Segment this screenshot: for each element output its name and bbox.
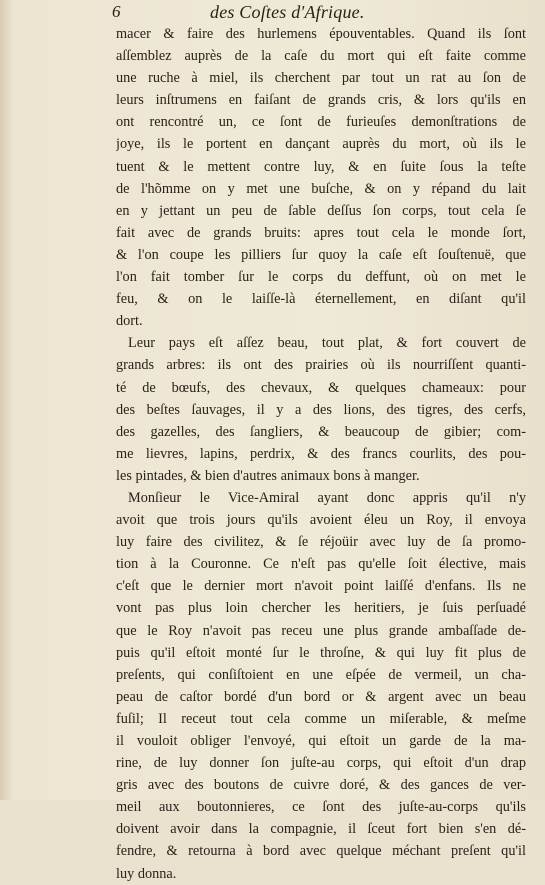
text-line: preſents, qui conſiſtoient en une eſpée de vermeil, un cha- <box>116 666 526 683</box>
text-line: il vouloit obliger l'envoyé, qui eſtoit un garde de la ma- <box>116 733 526 749</box>
text-line: des gazelles, des ſangliers, & beaucoup de gibier; com- <box>116 423 526 440</box>
text-line: c'eſt que le dernier mort n'avoit point laiſſé d'enfans. Ils ne <box>116 578 526 595</box>
text-line: Monſieur le Vice-Amiral ayant donc appris qu'il n'y <box>128 489 526 506</box>
paragraph <box>116 332 526 487</box>
text-line: avoit que trois jours qu'ils avoient éleu un Roy, il envoya <box>116 512 526 529</box>
running-title: des Coſtes d'Afrique. <box>210 2 365 22</box>
paragraph <box>116 23 526 332</box>
text-line: tion à la Couronne. Ce n'eſt pas qu'elle ſoit élective, mais <box>116 556 526 573</box>
text-line: rine, de luy donner ſon juſte-au corps, qui eſtoit d'un drap <box>116 755 526 772</box>
text-line: leurs inſtrumens en faiſant de grands cris, & lors qu'ils en <box>116 92 526 109</box>
text-line: puis qu'il eſtoit monté ſur le throſne, & qui luy fit plus de <box>116 644 526 661</box>
text-line: doivent avoir dans la compagnie, il ſceut fort bien s'en dé- <box>116 821 526 838</box>
text-line: Leur pays eſt aſſez beau, tout plat, & fort couvert de <box>128 335 526 352</box>
text-line: macer & faire des hurlemens épouventables. Quand ils ſont <box>116 26 526 42</box>
text-line: joye, ils le portent en dançant auprès du mort, où ils le <box>116 136 526 153</box>
text-line: des beſtes ſauvages, il y a des lions, des tigres, des cerfs, <box>116 401 526 418</box>
page-number: 6 <box>112 2 121 21</box>
body-text <box>116 23 526 885</box>
text-line: une ruche à miel, ils cherchent par tout un rat au ſon de <box>116 70 526 87</box>
text-line: tuent & le mettent contre luy, & en ſuite ſous la teſte <box>116 158 526 175</box>
text-line: de l'hõmme on y met une buſche, & on y répand du lait <box>116 180 526 197</box>
text-line: gris avec des boutons de cuivre doré, & des gances de ver- <box>116 777 526 794</box>
text-line: ont rencontré un, ce ſont de furieuſes demonſtrations de <box>116 114 526 131</box>
text-line: grands arbres: ils ont des prairies où ils nourriſſent quanti- <box>116 357 526 374</box>
text-line: vont pas plus loin chercher les heritiers, je ſuis perſuadé <box>116 600 526 617</box>
text-line: feu, & on le laiſſe-là éternellement, en diſant qu'il <box>116 291 526 308</box>
text-line: les pintades, & bien d'autres animaux bons à manger. <box>116 467 420 484</box>
text-line: que le Roy n'avoit pas receu une plus grande ambaſſade de- <box>116 622 526 639</box>
text-line: té de bœufs, des chevaux, & quelques chameaux: pour <box>116 379 526 396</box>
text-line: & l'on coupe les pilliers ſur quoy la caſe eſt ſouſtenuë, que <box>116 246 526 263</box>
text-line: en y jettant un peu de ſable deſſus ſon corps, tout cela ſe <box>116 202 526 219</box>
text-line: peau de caſtor bordé d'un bord or & argent avec un beau <box>116 688 526 705</box>
paragraph <box>116 487 526 885</box>
text-line: dort. <box>116 313 143 330</box>
text-line: aſſemblez auprès de la caſe du mort qui eſt faite comme <box>116 48 526 65</box>
text-line: fendre, & retourna à bord avec quelque méchant preſent qu'il <box>116 843 526 860</box>
text-line: fait avec de grands bruits: apres tout cela le monde ſort, <box>116 224 526 241</box>
text-line: l'on fait tomber ſur le corps du deffunt, où on met le <box>116 269 526 286</box>
text-line: luy faire des civilitez, & ſe réjoüir avec luy de ſa promo- <box>116 534 526 551</box>
text-line: fuſil; Il receut tout cela comme un miſerable, & meſme <box>116 710 526 727</box>
text-line: luy donna. <box>116 865 177 882</box>
text-line: me lievres, lapins, perdrix, & des francs courlits, des pou- <box>116 445 526 462</box>
text-line: meil aux boutonnieres, ce ſont des juſte-au-corps qu'ils <box>116 799 526 816</box>
